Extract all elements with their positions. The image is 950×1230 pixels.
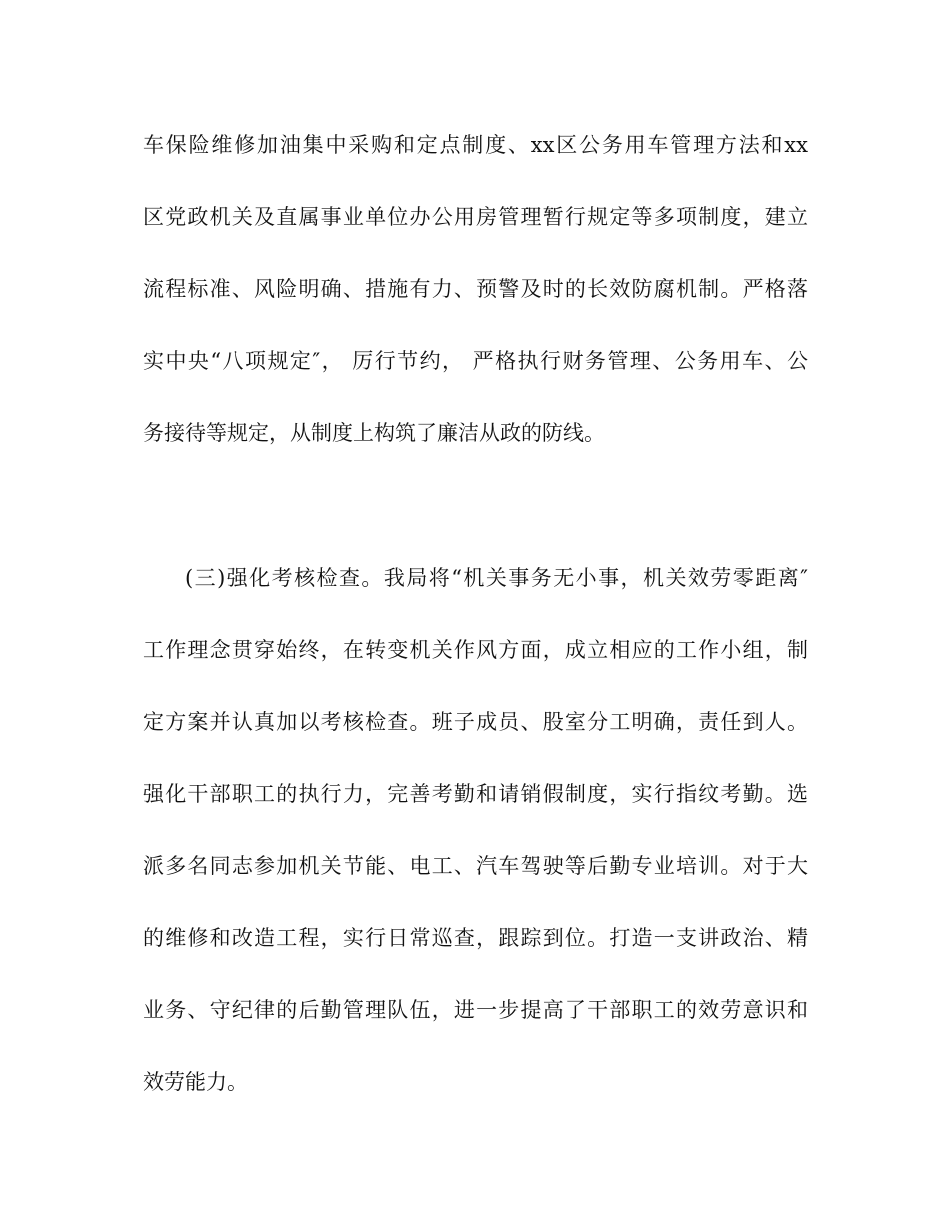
paragraph-1-line-3: 流程标准、风险明确、措施有力、预警及时的长效防腐机制。严格落: [143, 277, 808, 301]
paragraph-1-line-4: 实中央“八项规定″， 厉行节约， 严格执行财务管理、公务用车、公: [143, 349, 808, 373]
paragraph-2-line-7: 业务、守纪律的后勤管理队伍，进一步提高了干部职工的效劳意识和: [143, 998, 808, 1022]
paragraph-1-line-1: 车保险维修加油集中采购和定点制度、xx区公务用车管理方法和xx: [143, 133, 808, 157]
paragraph-2-line-2: 工作理念贯穿始终，在转变机关作风方面，成立相应的工作小组，制: [143, 638, 808, 662]
paragraph-2-line-8: 效劳能力。: [143, 1070, 248, 1094]
paragraph-2-line-6: 的维修和改造工程，实行日常巡查，跟踪到位。打造一支讲政治、精: [143, 926, 808, 950]
paragraph-1-line-5: 务接待等规定，从制度上构筑了廉洁从政的防线。: [143, 421, 605, 445]
paragraph-2-line-5: 派多名同志参加机关节能、电工、汽车驾驶等后勤专业培训。对于大: [143, 854, 808, 878]
paragraph-2-line-4: 强化干部职工的执行力，完善考勤和请销假制度，实行指纹考勤。选: [143, 782, 808, 806]
paragraph-2-line-3: 定方案并认真加以考核检查。班子成员、股室分工明确，责任到人。: [143, 710, 808, 734]
paragraph-2-line-1: (三)强化考核检查。我局将“机关事务无小事，机关效劳零距离″: [185, 566, 808, 590]
paragraph-1-line-2: 区党政机关及直属事业单位办公用房管理暂行规定等多项制度，建立: [143, 205, 808, 229]
